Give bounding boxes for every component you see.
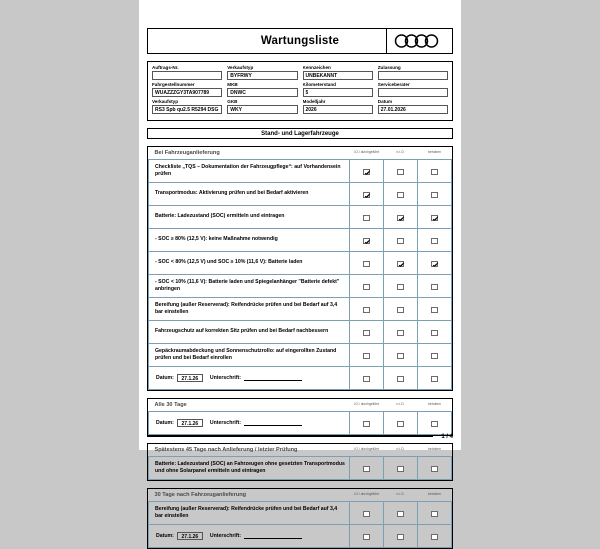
checklist-row [149, 229, 452, 252]
nok-cell[interactable] [384, 206, 418, 229]
fixed-checkbox[interactable] [431, 330, 438, 337]
nok-checkbox[interactable] [397, 169, 404, 176]
section-header-row [149, 147, 452, 160]
nok-checkbox[interactable] [397, 307, 404, 314]
date-value[interactable]: 27.1.26 [177, 532, 203, 540]
task-text: - SOC < 80% (12,5 V) und SOC ≥ 10% (11,6 V): Batterie laden [149, 252, 350, 275]
ok-cell[interactable] [350, 344, 384, 367]
field-label: Verkaufstyp [152, 99, 179, 104]
ok-cell[interactable] [350, 229, 384, 252]
date-signature-row [149, 367, 452, 390]
task-text: Fahrzeugschutz auf korrekten Sitz prüfen und bei Bedarf nachbessern [149, 321, 350, 344]
ok-cell[interactable] [350, 412, 384, 435]
date-value[interactable]: 27.1.26 [177, 419, 203, 427]
ok-cell[interactable] [350, 502, 384, 525]
nok-checkbox[interactable] [397, 330, 404, 337]
section-header-row [149, 399, 452, 412]
fixed-checkbox[interactable] [431, 307, 438, 314]
column-header-fixed: behoben [418, 147, 452, 160]
task-text: Batterie: Ladezustand (SOC) ermitteln und eintragen [149, 206, 350, 229]
section-title: Alle 30 Tage [149, 399, 350, 412]
checklist-row [149, 344, 452, 367]
ok-cell[interactable] [350, 275, 384, 298]
field-value[interactable]: RS3 Spb qu2.5 R5294 DSG [152, 105, 222, 114]
fixed-cell[interactable] [418, 183, 452, 206]
section-title: Spätestens 45 Tage nach Anlieferung / letzter Prüfung [149, 444, 350, 457]
field-value[interactable]: UNBEKANNT [303, 71, 373, 80]
fixed-cell[interactable] [418, 412, 452, 435]
audi-rings-icon [386, 29, 452, 53]
section-title: 30 Tage nach Fahrzeuganlieferung [149, 489, 350, 502]
nok-cell[interactable] [384, 525, 418, 548]
fixed-cell[interactable] [418, 298, 452, 321]
column-header-fixed: behoben [418, 489, 452, 502]
date-value[interactable]: 27.1.26 [177, 374, 203, 382]
nok-cell[interactable] [384, 457, 418, 480]
fixed-cell[interactable] [418, 229, 452, 252]
nok-cell[interactable] [384, 412, 418, 435]
checklist-row [149, 321, 452, 344]
nok-checkbox[interactable] [397, 534, 404, 541]
field-zulassung [378, 65, 448, 80]
ok-checkbox[interactable] [363, 284, 370, 291]
checklist-row [149, 457, 452, 480]
checklist-row [149, 252, 452, 275]
signature-label: Unterschrift: [209, 375, 242, 381]
fixed-checkbox[interactable] [431, 238, 438, 245]
fixed-cell[interactable] [418, 252, 452, 275]
field-label: Serviceberater [377, 82, 410, 87]
vehicle-info-row [152, 65, 448, 80]
document-page [139, 0, 461, 540]
nok-cell[interactable] [384, 183, 418, 206]
field-label: Datum [377, 99, 393, 104]
vehicle-info-row [152, 82, 448, 97]
nok-checkbox[interactable] [397, 284, 404, 291]
fixed-checkbox[interactable] [431, 534, 438, 541]
page-footer [147, 434, 453, 440]
field-label: Zulassung [377, 65, 401, 70]
ok-checkbox[interactable] [363, 330, 370, 337]
checklist-row [149, 298, 452, 321]
ok-checkbox[interactable] [363, 215, 370, 222]
ok-cell[interactable] [350, 206, 384, 229]
signature-line[interactable] [244, 375, 302, 381]
fixed-checkbox[interactable] [431, 421, 438, 428]
checklist-section [147, 146, 453, 391]
ok-cell[interactable] [350, 160, 384, 183]
page-title: Wartungsliste [260, 35, 340, 47]
nok-checkbox[interactable] [397, 353, 404, 360]
field-value[interactable]: 27.01.2026 [378, 105, 448, 114]
field-value[interactable] [152, 71, 222, 80]
nok-cell[interactable] [384, 252, 418, 275]
nok-cell[interactable] [384, 367, 418, 390]
ok-checkbox[interactable] [363, 169, 370, 176]
ok-checkbox[interactable] [363, 238, 370, 245]
field-fahrgestellnummer [152, 82, 222, 97]
field-mkb [227, 82, 297, 97]
nok-checkbox[interactable] [397, 466, 404, 473]
fixed-cell[interactable] [418, 502, 452, 525]
field-label: Kilometerstand [302, 82, 336, 87]
field-value[interactable]: BYFRWY [227, 71, 297, 80]
task-text: - SOC < 10% (11,6 V): Batterie laden und Spiegelanhänger "Batterie defekt" anbringen [149, 275, 350, 298]
nok-checkbox[interactable] [397, 261, 404, 268]
section-title: Bei Fahrzeuganlieferung [149, 147, 350, 160]
nok-cell[interactable] [384, 502, 418, 525]
field-modelljahr [303, 99, 373, 114]
field-verkaufstyp-code [227, 65, 297, 80]
nok-checkbox[interactable] [397, 192, 404, 199]
fixed-cell[interactable] [418, 525, 452, 548]
section-header-row [149, 489, 452, 502]
fixed-checkbox[interactable] [431, 466, 438, 473]
ok-checkbox[interactable] [363, 511, 370, 518]
fixed-cell[interactable] [418, 321, 452, 344]
fixed-checkbox[interactable] [431, 215, 438, 222]
vehicle-info-block [147, 61, 453, 121]
fixed-cell[interactable] [418, 367, 452, 390]
field-value[interactable]: 5 [303, 88, 373, 97]
nok-cell[interactable] [384, 160, 418, 183]
footer-divider [147, 435, 433, 437]
vehicle-info-row [152, 99, 448, 114]
column-header-ok: i.O./ durchgeführt [350, 489, 384, 502]
ok-checkbox[interactable] [363, 466, 370, 473]
field-gkb [227, 99, 297, 114]
fixed-cell[interactable] [418, 160, 452, 183]
task-text: Bereifung (außer Reserverad): Reifendrücke prüfen und bei Bedarf auf 3,4 bar einstellen [149, 298, 350, 321]
nok-checkbox[interactable] [397, 511, 404, 518]
fixed-cell[interactable] [418, 457, 452, 480]
field-label: Auftrags-Nr. [152, 65, 179, 70]
ok-checkbox[interactable] [363, 534, 370, 541]
field-label: Verkaufstyp [227, 65, 254, 70]
date-signature-row [149, 525, 452, 548]
checklist-sections [147, 146, 453, 549]
field-kennzeichen [303, 65, 373, 80]
nok-checkbox[interactable] [397, 376, 404, 383]
fixed-checkbox[interactable] [431, 284, 438, 291]
signature-line[interactable] [244, 533, 302, 539]
nok-checkbox[interactable] [397, 421, 404, 428]
section-header-row [149, 444, 452, 457]
document-title-bar [147, 28, 453, 54]
ok-cell[interactable] [350, 457, 384, 480]
fixed-cell[interactable] [418, 206, 452, 229]
category-band-label: Stand- und Lagerfahrzeuge [261, 130, 339, 137]
fixed-checkbox[interactable] [431, 353, 438, 360]
date-label: Datum: [156, 533, 174, 539]
ok-checkbox[interactable] [363, 353, 370, 360]
task-text: Transportmodus: Aktivierung prüfen und bei Bedarf aktivieren [149, 183, 350, 206]
nok-cell[interactable] [384, 321, 418, 344]
checklist-row [149, 206, 452, 229]
signature-line[interactable] [244, 420, 302, 426]
date-signature-cell [149, 525, 350, 548]
fixed-cell[interactable] [418, 344, 452, 367]
signature-label: Unterschrift: [209, 533, 242, 539]
page-number: 1 / 4 [441, 434, 453, 440]
ok-checkbox[interactable] [363, 261, 370, 268]
ok-cell[interactable] [350, 321, 384, 344]
ok-cell[interactable] [350, 183, 384, 206]
task-text: - SOC ≥ 80% (12,5 V): keine Maßnahme notwendig [149, 229, 350, 252]
nok-cell[interactable] [384, 298, 418, 321]
ok-cell[interactable] [350, 298, 384, 321]
checklist-section [147, 488, 453, 549]
field-auftrags-nr [152, 65, 222, 80]
nok-checkbox[interactable] [397, 238, 404, 245]
fixed-checkbox[interactable] [431, 169, 438, 176]
category-band [147, 128, 453, 139]
column-header-nok: n.i.O. [384, 147, 418, 160]
column-header-nok: n.i.O. [384, 444, 418, 457]
field-serviceberater [378, 82, 448, 97]
ok-checkbox[interactable] [363, 376, 370, 383]
field-label: MKB [227, 82, 238, 87]
field-value[interactable]: WKY [227, 105, 297, 114]
field-label: Modelljahr [302, 99, 326, 104]
date-signature-row [149, 412, 452, 435]
date-label: Datum: [156, 375, 174, 381]
ok-cell[interactable] [350, 252, 384, 275]
column-header-ok: i.O./ durchgeführt [350, 444, 384, 457]
fixed-cell[interactable] [418, 275, 452, 298]
date-signature-cell [149, 412, 350, 435]
column-header-fixed: behoben [418, 444, 452, 457]
field-label: Fahrgestellnummer [152, 82, 195, 87]
task-text: Gepäckraumabdeckung und Sonnenschutzrollo: auf eingerollten Zustand prüfen und bei Bedarf einrollen [149, 344, 350, 367]
checklist-section [147, 443, 453, 481]
date-label: Datum: [156, 420, 174, 426]
task-text: Batterie: Ladezustand (SOC) an Fahrzeugen ohne gesetzten Transportmodus und ohne Solarpanel ermitteln und eintragen [149, 457, 350, 480]
column-header-nok: n.i.O. [384, 399, 418, 412]
field-verkaufstyp-name [152, 99, 222, 114]
field-value[interactable]: WUAZZZGY3TA907789 [152, 88, 222, 97]
nok-checkbox[interactable] [397, 215, 404, 222]
signature-label: Unterschrift: [209, 420, 242, 426]
ok-checkbox[interactable] [363, 421, 370, 428]
field-value[interactable]: DNWC [227, 88, 297, 97]
column-header-fixed: behoben [418, 399, 452, 412]
nok-cell[interactable] [384, 229, 418, 252]
field-datum [378, 99, 448, 114]
column-header-ok: i.O./ durchgeführt [350, 399, 384, 412]
field-value[interactable] [378, 88, 448, 97]
field-label: GKB [227, 99, 238, 104]
column-header-nok: n.i.O. [384, 489, 418, 502]
ok-cell[interactable] [350, 525, 384, 548]
checklist-section [147, 398, 453, 436]
nok-cell[interactable] [384, 344, 418, 367]
ok-cell[interactable] [350, 367, 384, 390]
checklist-row [149, 160, 452, 183]
field-value[interactable] [378, 71, 448, 80]
column-header-ok: i.O./ durchgeführt [350, 147, 384, 160]
field-kilometerstand [303, 82, 373, 97]
checklist-row [149, 183, 452, 206]
fixed-checkbox[interactable] [431, 261, 438, 268]
date-signature-cell [149, 367, 350, 390]
ok-checkbox[interactable] [363, 307, 370, 314]
nok-cell[interactable] [384, 275, 418, 298]
checklist-row [149, 275, 452, 298]
field-label: Kennzeichen [302, 65, 331, 70]
field-value[interactable]: 2026 [303, 105, 373, 114]
ok-checkbox[interactable] [363, 192, 370, 199]
task-text: Checkliste „TQS – Dokumentation der Fahrzeugpflege“: auf Vorhandensein prüfen [149, 160, 350, 183]
fixed-checkbox[interactable] [431, 511, 438, 518]
fixed-checkbox[interactable] [431, 376, 438, 383]
checklist-row [149, 502, 452, 525]
fixed-checkbox[interactable] [431, 192, 438, 199]
task-text: Bereifung (außer Reserverad): Reifendrücke prüfen und bei Bedarf auf 3,4 bar einstellen [149, 502, 350, 525]
